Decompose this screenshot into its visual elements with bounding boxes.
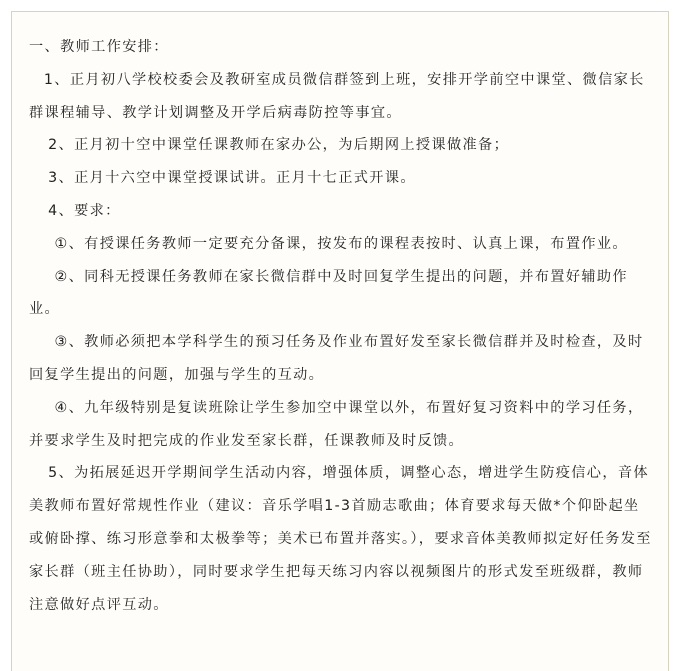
item-3: 3、正月十六空中课堂授课试讲。正月十七正式开课。 <box>48 170 416 187</box>
item-2: 2、正月初十空中课堂任课教师在家办公，为后期网上授课做准备； <box>48 137 510 154</box>
item-4: 4、要求： <box>48 202 121 219</box>
section-heading: 一、教师工作安排： <box>29 39 169 55</box>
requirement-3: ③、教师必须把本学科学生的预习任务及作业布置好发至家长微信群并及时检查，及时回复学生提出的问题，加强与学生的互动。 <box>29 334 644 383</box>
item-5: 5、为拓展延迟开学期间学生活动内容，增强体质，调整心态，增进学生防疫信心，音体美教师布置好常规性作业（建议：音乐学唱1-3首励志歌曲；体育要求每天做*个仰卧起坐或俯卧撑、练习形意拳和太极拳等；美术已布置并落实。），要求音体美教师拟定好任务发至家长群（班主任协助），同时要求学生把每天练习内容以视频图片的形式发至班级群，教师注意做好点评互动。 <box>29 465 652 613</box>
requirement-4: ④、九年级特别是复读班除让学生参加空中课堂以外，布置好复习资料中的学习任务，并要求学生及时把完成的作业发至家长群，任课教师及时反馈。 <box>29 399 644 449</box>
requirement-1: ①、有授课任务教师一定要充分备课，按发布的课程表按时、认真上课，布置作业。 <box>54 235 628 252</box>
requirement-2: ②、同科无授课任务教师在家长微信群中及时回复学生提出的问题，并布置好辅助作业。 <box>29 268 628 318</box>
item-1: 1、正月初八学校校委会及教研室成员微信群签到上班，安排开学前空中课堂、微信家长群课程辅导、教学计划调整及开学后病毒防控等事宜。 <box>29 71 645 121</box>
document-body <box>29 31 655 621</box>
